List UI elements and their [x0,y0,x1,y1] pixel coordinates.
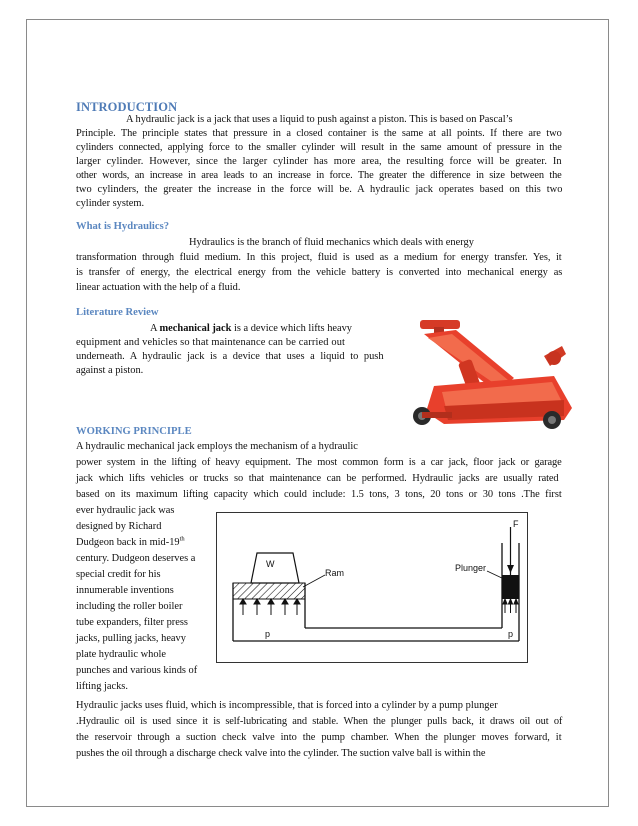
working-side-line-3-text: Dudgeon back in mid-19 [76,537,180,548]
closing-line-3: the reservoir through a suction check valve into the pump chamber. When the plunger moves forward, it [76,732,562,743]
hydraulic-press-diagram [216,512,528,663]
working-side-line-4: century. Dudgeon deserves a [76,553,196,564]
closing-line-1: Hydraulic jacks uses fluid, which is incompressible, that is forced into a cylinder by a pump plunger [76,700,498,711]
working-side-line-11: punches and various kinds of [76,665,198,676]
superscript-th: th [179,535,185,543]
working-side-line-7: including the roller boiler [76,601,183,612]
working-line-1: A hydraulic mechanical jack employs the mechanism of a hydraulic [76,441,358,452]
diagram-label-f: F [513,519,519,529]
closing-line-2: .Hydraulic oil is used since it is self-lubricating and stable. When the plunger pulls back, it draws oil out of [76,716,563,727]
hydraulics-line-2: transformation through fluid medium. In this project, fluid is used as a medium for energy transfer. Yes, it [76,252,562,263]
intro-line-6: two cylinders, the greater the increase in the force will be. A hydraulic jack operates based on this two [76,184,563,195]
literature-line-1-pre: A [150,323,160,334]
working-heading: WORKING PRINCIPLE [76,426,192,437]
working-side-line-8: tube expanders, filter press [76,617,188,628]
intro-line-3: cylinders connected, applying force to the smaller cylinder will result in the same amount of pressure in the [76,142,562,153]
intro-line-7: cylinder system. [76,198,145,209]
intro-line-1: A hydraulic jack is a jack that uses a liquid to push against a piston. This is based on Pascal’s [126,114,513,125]
working-side-line-6: innumerable inventions [76,585,174,596]
hydraulics-line-3: is transfer of energy, the electrical energy from the vehicle battery is converted into mechanical energy as [76,267,563,278]
literature-line-1-bold: mechanical jack [159,323,232,334]
diagram-label-w: W [266,559,275,569]
intro-line-5: other words, an increase in area leads to an increase in force. The greater the difference in size between the [76,170,562,181]
literature-line-3: underneath. A hydraulic jack is a device that uses a liquid to push [76,351,384,362]
red-floor-jack-image [404,316,574,434]
working-line-4: based on its maximum lifting capacity which could include: 1.5 tons, 3 tons, 20 tons or 30 tons .The first [76,489,562,500]
literature-line-1 [150,322,352,336]
working-side-line-2: designed by Richard [76,521,162,532]
working-side-line-10: plate hydraulic whole [76,649,167,660]
working-side-line-1: ever hydraulic jack was [76,505,175,516]
closing-line-4: pushes the oil through a discharge check valve into the cylinder. The suction valve ball is within the [76,748,486,759]
diagram-label-p-right: p [508,629,514,639]
intro-heading: INTRODUCTION [76,100,178,114]
literature-line-4: against a piston. [76,365,144,376]
diagram-drawing [217,513,529,664]
diagram-label-p-left: p [265,629,271,639]
literature-heading: Literature Review [76,307,159,318]
literature-line-1-post: is a device which lifts heavy [231,323,352,334]
working-side-line-3 [76,536,185,550]
working-line-3: jack which lifts vehicles or trucks so that maintenance can be performed. Hydraulic jacks are usually rated [76,473,559,484]
diagram-label-ram: Ram [325,568,345,578]
hydraulics-line-4: linear actuation with the help of a fluid. [76,282,241,293]
working-line-2: power system in the lifting of heavy equipment. The most common form is a car jack, floor jack or garage [76,457,562,468]
working-side-line-5: special credit for his [76,569,161,580]
working-side-line-9: jacks, pulling jacks, heavy [76,633,186,644]
hydraulics-line-1: Hydraulics is the branch of fluid mechanics which deals with energy [189,237,474,248]
literature-line-2: equipment and vehicles so that maintenance can be carried out [76,337,346,348]
diagram-label-plunger: Plunger [455,563,487,573]
hydraulics-heading: What is Hydraulics? [76,221,170,232]
intro-line-4: larger cylinder. However, since the larger cylinder has more area, the resulting force will be greater. In [76,156,562,167]
working-side-line-12: lifting jacks. [76,681,128,692]
intro-line-2: Principle. The principle states that pressure in a closed container is the same at all points. If there are two [76,128,562,139]
